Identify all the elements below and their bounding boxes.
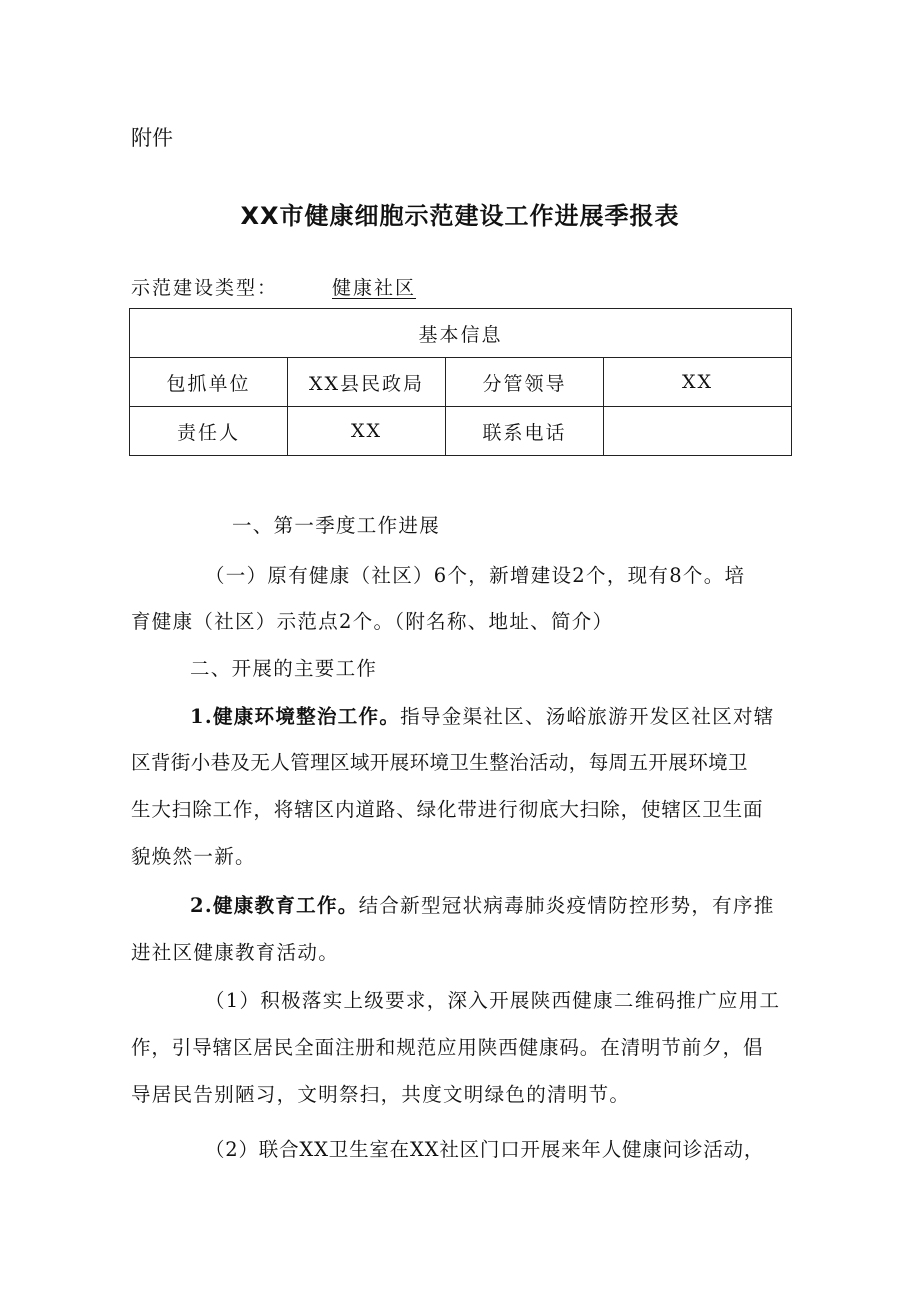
table-row xyxy=(130,407,792,456)
attachment-label: 附件 xyxy=(131,126,173,150)
table-cell: 联系电话 xyxy=(446,407,604,456)
para1-line: （一）原有健康（社区）6个，新增建设2个，现有8个。培 xyxy=(205,564,746,587)
item1-line: 区背街小巷及无人管理区域开展环境卫生整治活动，每周五开展环境卫 xyxy=(131,751,748,774)
sub2-line: （2）联合XX卫生室在XX社区门口开展来年人健康问诊活动， xyxy=(205,1138,765,1161)
section1-heading: 一、第一季度工作进展 xyxy=(232,514,441,537)
item1-line: 生大扫除工作，将辖区内道路、绿化带进行彻底大扫除，使辖区卫生面 xyxy=(131,798,764,821)
basic-info-table xyxy=(129,308,792,456)
item1-line xyxy=(190,701,775,729)
table-cell: XX xyxy=(604,358,792,407)
table-cell: 分管领导 xyxy=(446,358,604,407)
table-row xyxy=(130,358,792,407)
item1-lead: 1.健康环境整治工作。 xyxy=(190,705,401,728)
item1-text: 指导金渠社区、汤峪旅游开发区社区对辖 xyxy=(400,705,775,728)
table-cell: XX xyxy=(288,407,446,456)
sub1-line: （1）积极落实上级要求，深入开展陕西健康二维码推广应用工 xyxy=(205,989,781,1012)
item1-line: 貌焕然一新。 xyxy=(131,845,256,868)
table-cell: 包抓单位 xyxy=(130,358,288,407)
item2-line: 进社区健康教育活动。 xyxy=(131,941,340,964)
sub1-line: 导居民告别陋习，文明祭扫，共度文明绿色的清明节。 xyxy=(131,1083,631,1106)
table-cell: XX县民政局 xyxy=(288,358,446,407)
item2-text: 结合新型冠状病毒肺炎疫情防控形势，有序推 xyxy=(358,894,775,917)
para1-line: 育健康（社区）示范点2个。（附名称、地址、简介） xyxy=(131,610,614,633)
table-header-row xyxy=(130,309,792,358)
table-cell: 责任人 xyxy=(130,407,288,456)
item2-line xyxy=(190,890,775,918)
table-cell xyxy=(604,407,792,456)
table-header-cell: 基本信息 xyxy=(130,309,792,358)
sub1-line: 作，引导辖区居民全面注册和规范应用陕西健康码。在清明节前夕，倡 xyxy=(131,1036,764,1059)
section2-heading: 二、开展的主要工作 xyxy=(190,657,378,680)
page-title: XX市健康细胞示范建设工作进展季报表 xyxy=(240,202,680,230)
demo-type-label: 示范建设类型： xyxy=(131,277,279,299)
demo-type-value: 健康社区 xyxy=(332,277,417,299)
item2-lead: 2.健康教育工作。 xyxy=(190,894,359,917)
